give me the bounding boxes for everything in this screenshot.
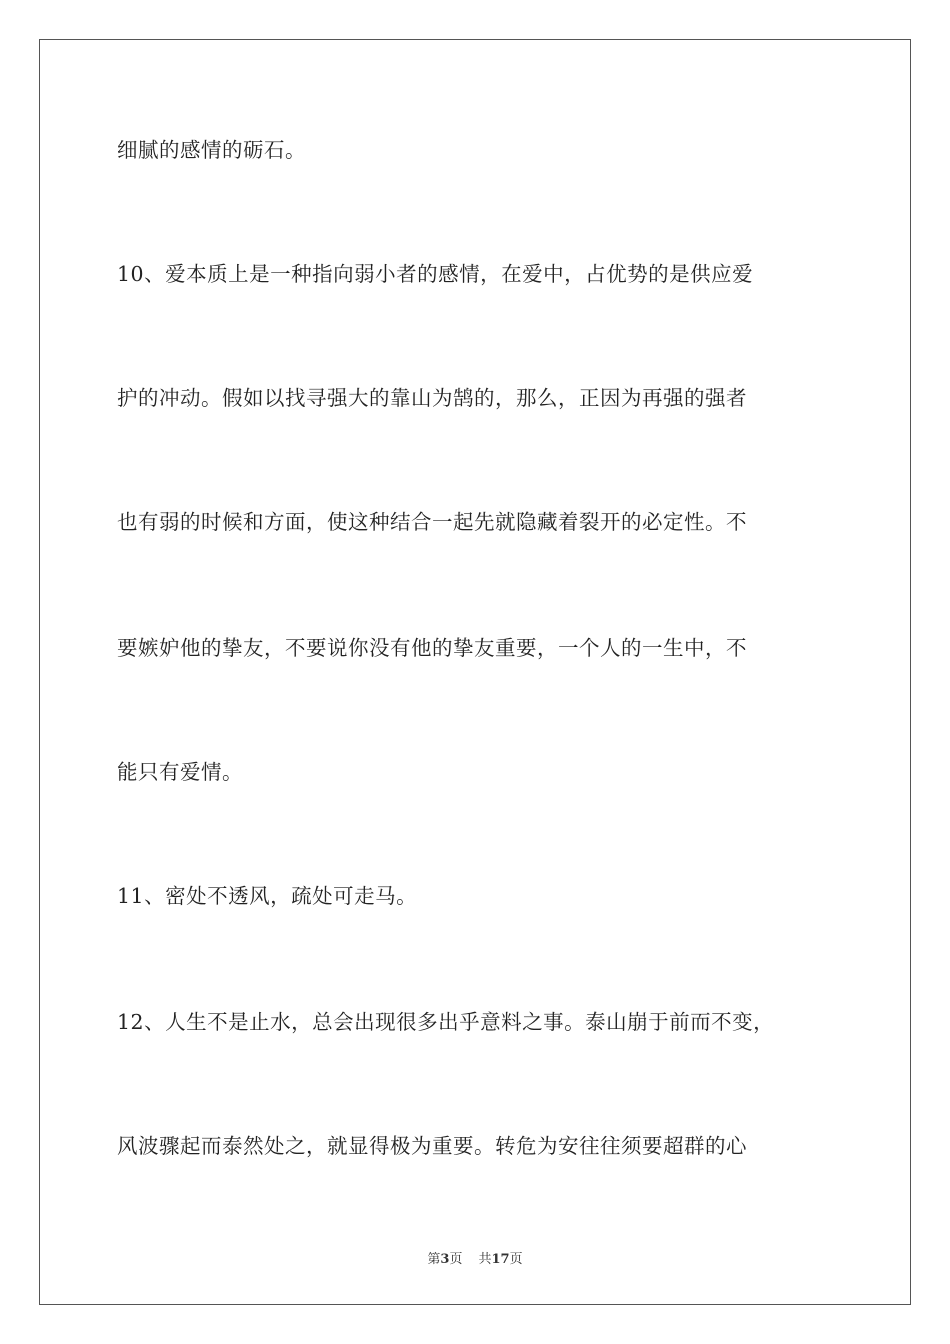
- text-line: 护的冲动。假如以找寻强大的靠山为鹄的，那么，正因为再强的强者: [117, 386, 747, 410]
- page-prefix: 第: [427, 1252, 441, 1267]
- text-line: 能只有爱情。: [117, 760, 243, 784]
- total-suffix: 页: [509, 1252, 523, 1267]
- text-line: 12、人生不是止水，总会出现很多出乎意料之事。泰山崩于前而不变，: [117, 1010, 775, 1034]
- text-line: 要嫉妒他的挚友，不要说你没有他的挚友重要，一个人的一生中，不: [117, 636, 747, 660]
- page-footer: [0, 1248, 950, 1267]
- text-line: 细腻的感情的砺石。: [117, 138, 306, 162]
- total-pages: 17: [491, 1252, 510, 1267]
- text-line: 10、爱本质上是一种指向弱小者的感情，在爱中，占优势的是供应爱: [117, 262, 754, 286]
- text-line: 11、密处不透风，疏处可走马。: [117, 884, 418, 908]
- page-border: [39, 39, 911, 1305]
- page-suffix: 页: [449, 1252, 463, 1267]
- total-prefix: 共: [478, 1252, 492, 1267]
- text-line: 风波骤起而泰然处之，就显得极为重要。转危为安往往须要超群的心: [117, 1134, 747, 1158]
- text-line: 也有弱的时候和方面，使这种结合一起先就隐藏着裂开的必定性。不: [117, 510, 747, 534]
- page-number: 3: [440, 1252, 450, 1267]
